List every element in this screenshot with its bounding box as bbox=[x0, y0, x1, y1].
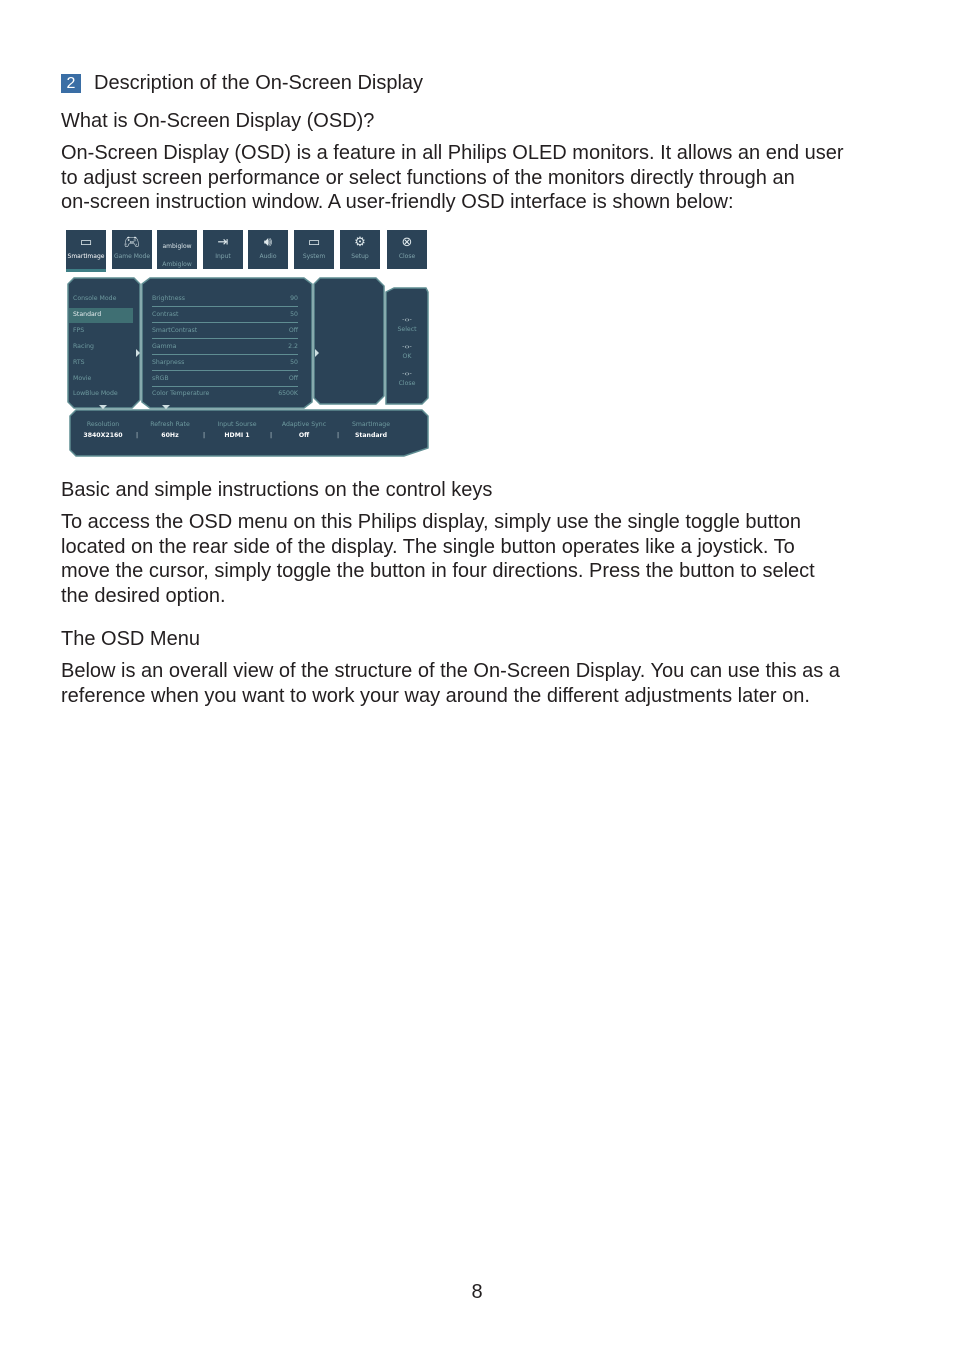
page-number: 8 bbox=[471, 1281, 483, 1303]
speaker-icon: 🔊︎ bbox=[263, 235, 273, 250]
divider bbox=[152, 322, 298, 323]
setting-name[interactable]: Color Temperature bbox=[152, 390, 210, 397]
setting-name[interactable]: Sharpness bbox=[152, 359, 185, 366]
setting-value: 6500K bbox=[278, 390, 298, 397]
setting-name[interactable]: sRGB bbox=[152, 375, 169, 382]
separator: | bbox=[270, 432, 273, 439]
joystick-icon: ·‹›· bbox=[401, 316, 413, 324]
status-label: Input Sourse bbox=[217, 421, 257, 428]
osd-tab-game-mode[interactable] bbox=[112, 230, 152, 269]
osd-tab-audio[interactable] bbox=[248, 230, 288, 269]
status-value: Off bbox=[298, 432, 310, 439]
status-label: Resolution bbox=[86, 421, 120, 428]
gamepad-icon: 🎮︎ bbox=[123, 235, 141, 250]
divider bbox=[152, 338, 298, 339]
status-value: HDMI 1 bbox=[224, 432, 250, 439]
separator: | bbox=[136, 432, 139, 439]
tab-label: SmartImage bbox=[67, 253, 105, 260]
divider bbox=[152, 306, 298, 307]
setting-value: 50 bbox=[290, 311, 298, 318]
tab-label: System bbox=[302, 253, 326, 260]
osd-tab-system[interactable] bbox=[294, 230, 334, 269]
setting-name[interactable]: Gamma bbox=[152, 343, 177, 350]
status-value: 3840X2160 bbox=[83, 432, 123, 439]
ambiglow-icon: ambiglow bbox=[162, 243, 192, 250]
hint-close: Close bbox=[398, 380, 416, 387]
mode-item[interactable]: RTS bbox=[73, 359, 85, 366]
tab-label: Setup bbox=[351, 253, 369, 260]
status-value: 60Hz bbox=[161, 432, 179, 439]
what-is-osd-body bbox=[61, 141, 891, 215]
section-number: 2 bbox=[61, 74, 81, 93]
instructions-heading: Basic and simple instructions on the control keys bbox=[61, 479, 493, 501]
joystick-icon: ·‹›· bbox=[401, 370, 413, 378]
hint-ok: OK bbox=[402, 353, 412, 360]
mode-item[interactable]: Console Mode bbox=[73, 295, 117, 302]
separator: | bbox=[203, 432, 206, 439]
divider bbox=[152, 386, 298, 387]
setting-value: Off bbox=[288, 375, 298, 382]
mode-item[interactable]: Movie bbox=[73, 375, 92, 382]
osd-tab-ambiglow[interactable] bbox=[157, 230, 197, 269]
setting-name[interactable]: Brightness bbox=[152, 295, 185, 302]
setting-value: Off bbox=[288, 327, 298, 334]
osd-menu-body bbox=[61, 659, 891, 708]
mode-item[interactable]: Racing bbox=[73, 343, 94, 350]
smartimage-icon: ▭ bbox=[79, 235, 93, 250]
body-line: On-Screen Display (OSD) is a feature in all Philips OLED monitors. It allows an end user bbox=[61, 142, 844, 164]
body-line: reference when you want to work your way around the different adjustments later on. bbox=[61, 684, 810, 707]
osd-tab-smartimage[interactable] bbox=[66, 230, 106, 272]
system-icon: ▭ bbox=[307, 235, 321, 250]
gear-icon: ⚙ bbox=[354, 235, 366, 250]
tab-label: Audio bbox=[259, 253, 277, 260]
body-line: to adjust screen performance or select functions of the monitors directly through an bbox=[61, 166, 795, 189]
osd-screenshot bbox=[64, 228, 430, 460]
status-label: Adaptive Sync bbox=[281, 421, 327, 428]
mode-item[interactable]: FPS bbox=[73, 327, 85, 334]
close-icon: ⊗ bbox=[401, 235, 413, 250]
setting-value: 50 bbox=[290, 359, 298, 366]
hint-select: Select bbox=[397, 326, 417, 333]
mode-item-selected[interactable]: Standard bbox=[73, 311, 102, 318]
osd-tab-close[interactable] bbox=[387, 230, 427, 269]
status-value: Standard bbox=[354, 432, 388, 439]
osd-tab-setup[interactable] bbox=[340, 230, 380, 269]
mode-item[interactable]: LowBlue Mode bbox=[73, 390, 118, 397]
body-line: Below is an overall view of the structure of the On-Screen Display. You can use this as a bbox=[61, 660, 840, 682]
tab-label: Game Mode bbox=[113, 253, 151, 260]
divider bbox=[152, 370, 298, 371]
body-line: the desired option. bbox=[61, 584, 226, 607]
section-heading bbox=[61, 72, 423, 95]
joystick-icon: ·‹›· bbox=[401, 343, 413, 351]
body-line: located on the rear side of the display. The single button operates like a joystick. To bbox=[61, 535, 795, 558]
instructions-body bbox=[61, 510, 891, 608]
tab-label: Ambiglow bbox=[162, 261, 192, 268]
setting-value: 2.2 bbox=[288, 343, 298, 350]
setting-value: 90 bbox=[290, 295, 298, 302]
setting-name[interactable]: Contrast bbox=[152, 311, 179, 318]
body-line: To access the OSD menu on this Philips display, simply use the single toggle button bbox=[61, 511, 802, 533]
section-title: Description of the On-Screen Display bbox=[94, 72, 424, 94]
separator: | bbox=[337, 432, 340, 439]
body-line: move the cursor, simply toggle the button in four directions. Press the button to select bbox=[61, 560, 815, 582]
body-line: on-screen instruction window. A user-friendly OSD interface is shown below: bbox=[61, 191, 734, 213]
status-label: SmartImage bbox=[351, 421, 391, 428]
tab-label: Close bbox=[398, 253, 416, 260]
divider bbox=[152, 354, 298, 355]
osd-tab-input[interactable] bbox=[203, 230, 243, 269]
status-label: Refresh Rate bbox=[150, 421, 190, 428]
setting-name[interactable]: SmartContrast bbox=[152, 327, 198, 334]
input-icon: ⇥ bbox=[217, 235, 229, 250]
what-is-osd-heading: What is On-Screen Display (OSD)? bbox=[61, 110, 375, 132]
tab-label: Input bbox=[215, 253, 231, 260]
osd-menu-heading: The OSD Menu bbox=[61, 628, 200, 650]
